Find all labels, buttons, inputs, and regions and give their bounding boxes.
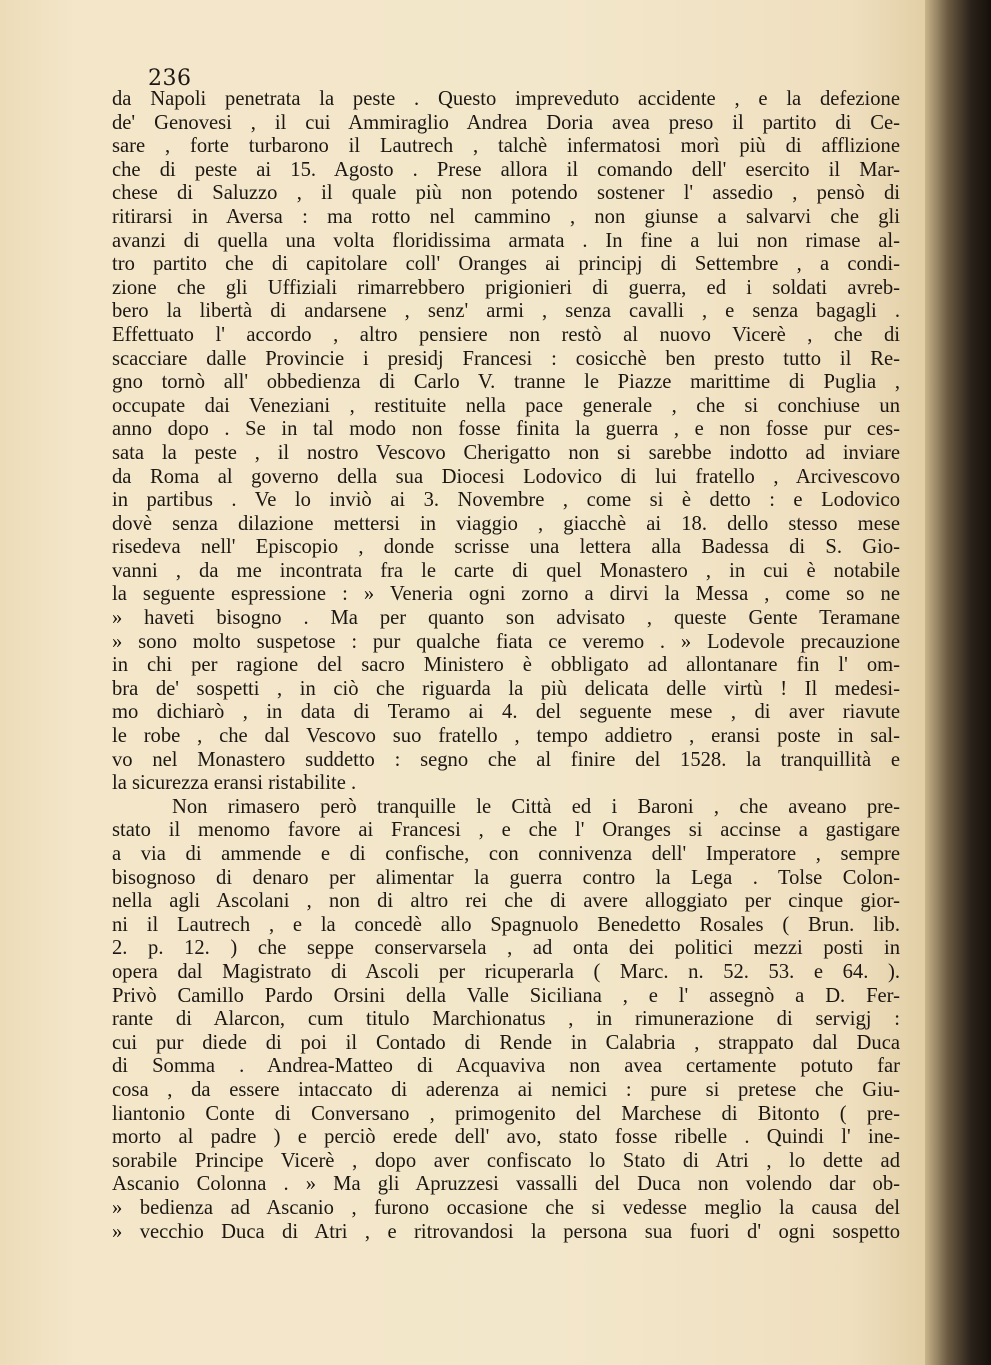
text-line: Ascanio Colonna . » Ma gli Apruzzesi vassalli del Duca non volendo dar ob- [112,1173,900,1196]
text-line: stato il menomo favore ai Francesi , e che l' Oranges si accinse a gastigare [112,819,900,842]
page-number: 236 [148,66,192,91]
text-line: le robe , che dal Vescovo suo fratello , tempo addietro , eransi poste in sal- [112,725,900,748]
text-line: di Somma . Andrea-Matteo di Acquaviva non avea certamente potuto far [112,1055,900,1078]
text-line: in partibus . Ve lo inviò ai 3. Novembre , come si è detto : e Lodovico [112,489,900,512]
text-line: cosa , da essere intaccato di aderenza ai nemici : pure si pretese che Giu- [112,1078,900,1101]
text-line: bra de' sospetti , in ciò che riguarda la più delicata delle virtù ! Il medesi- [112,677,900,700]
text-line: scacciare dalle Provincie i presidj Francesi : cosicchè ben presto tutto il Re- [112,347,900,370]
text-line: sorabile Principe Vicerè , dopo aver confiscato lo Stato di Atri , lo dette ad [112,1149,900,1172]
text-line: ritirarsi in Aversa : ma rotto nel cammino , non giunse a salvarvi che gli [112,205,900,228]
text-line: occupate dai Veneziani , restituite nella pace generale , che si conchiuse un [112,394,900,417]
text-line: avanzi di quella una volta floridissima armata . In fine a lui non rimase al- [112,229,900,252]
text-line: Non rimasero però tranquille le Città ed i Baroni , che aveano pre- [172,795,900,818]
text-line: bisognoso di denaro per alimentar la guerra contro la Lega . Tolse Colon- [112,866,900,889]
text-line: rante di Alarcon, cum titulo Marchionatus , in rimunerazione di servigj : [112,1008,900,1031]
text-line: » vecchio Duca di Atri , e ritrovandosi la persona sua fuori d' ogni sospetto [112,1220,900,1243]
text-line: Privò Camillo Pardo Orsini della Valle Siciliana , e l' assegnò a D. Fer- [112,984,900,1007]
text-line: opera dal Magistrato di Ascoli per ricuperarla ( Marc. n. 52. 53. e 64. ). [112,960,900,983]
text-line: morto al padre ) e perciò erede dell' avo, stato fosse ribelle . Quindi l' ine- [112,1126,900,1149]
text-line: risedeva nell' Episcopio , donde scrisse una lettera alla Badessa di S. Gio- [112,536,900,559]
text-line: » haveti bisogno . Ma per quanto son advisato , queste Gente Teramane [112,607,900,630]
text-line: sare , forte turbarono il Lautrech , talchè infermatosi morì più di afflizione [112,135,900,158]
text-line: vo nel Monastero suddetto : segno che al finire del 1528. la tranquillità e [112,748,900,771]
text-line: la seguente espressione : » Veneria ogni zorno a dirvi la Messa , come so ne [112,583,900,606]
text-line: liantonio Conte di Conversano , primogenito del Marchese di Bitonto ( pre- [112,1102,900,1125]
text-line: dovè senza dilazione mettersi in viaggio , giacchè ai 18. dello stesso mese [112,512,900,535]
body-text [112,88,900,1244]
text-line: in chi per ragione del sacro Ministero è obbligato ad allontanare fin l' om- [112,654,900,677]
text-line: che di peste ai 15. Agosto . Prese allora il comando dell' esercito il Mar- [112,158,900,181]
text-line: zione che gli Uffiziali rimarrebbero prigionieri di guerra, ed i soldati avreb- [112,276,900,299]
text-line: » sono molto suspetose : pur qualche fiata ce veremo . » Lodevole precauzione [112,630,900,653]
book-gutter-shadow [925,0,991,1365]
text-line: ni il Lautrech , e la concedè allo Spagnuolo Benedetto Rosales ( Brun. lib. [112,913,900,936]
text-line: » bedienza ad Ascanio , furono occasione che si vedesse meglio la causa del [112,1196,900,1219]
text-line: nella agli Ascolani , non di altro rei che di avere alloggiato per cinque gior- [112,890,900,913]
text-line: la sicurezza eransi ristabilite . [112,772,357,795]
text-line: da Napoli penetrata la peste . Questo impreveduto accidente , e la defezione [112,88,900,110]
text-line: de' Genovesi , il cui Ammiraglio Andrea Doria avea preso il partito di Ce- [112,111,900,134]
text-line: gno tornò all' obbedienza di Carlo V. tranne le Piazze marittime di Puglia , [112,371,900,394]
text-line: tro partito che di capitolare coll' Oranges ai principj di Settembre , a condi- [112,253,900,276]
text-line: mo dichiarò , in data di Teramo ai 4. del seguente mese , di aver riavute [112,701,900,724]
text-line: cui pur diede di poi il Contado di Rende in Calabria , strappato dal Duca [112,1031,900,1054]
text-line: chese di Saluzzo , il quale più non potendo sostener l' assedio , pensò di [112,182,900,205]
text-line: sata la peste , il nostro Vescovo Cherigatto non si sarebbe indotto ad inviare [112,441,900,464]
text-line: vanni , da me incontrata fra le carte di quel Monastero , in cui è notabile [112,559,900,582]
text-line: da Roma al governo della sua Diocesi Lodovico di lui fratello , Arcivescovo [112,465,900,488]
text-line: bero la libertà di andarsene , senz' armi , senza cavalli , e senza bagagli . [112,300,900,323]
text-line: anno dopo . Se in tal modo non fosse finita la guerra , e non fosse pur ces- [112,418,900,441]
text-line: 2. p. 12. ) che seppe conservarsela , ad onta dei politici mezzi posti in [112,937,900,960]
text-line: Effettuato l' accordo , altro pensiere non restò al nuovo Vicerè , che di [112,323,900,346]
text-line: a via di ammende e di confische, con connivenza dell' Imperatore , sempre [112,843,900,865]
